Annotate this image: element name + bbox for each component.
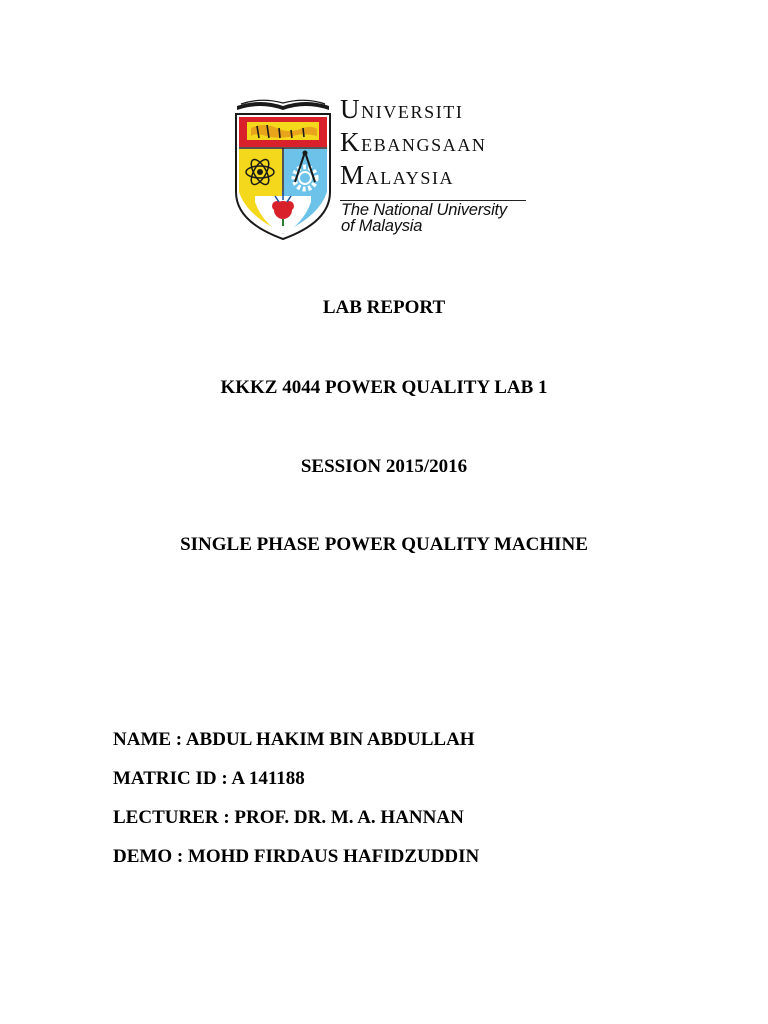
tagline-line-1: The National University [341,201,507,219]
university-logo [233,92,533,242]
session-label: SESSION 2015/2016 [300,456,468,477]
matric-id: MATRIC ID : A 141188 [113,768,305,789]
university-name-line-3: MALAYSIA [340,160,455,190]
course-title: KKKZ 4044 POWER QUALITY LAB 1 [220,377,548,398]
report-title: LAB REPORT [322,297,446,318]
tagline-line-2: of Malaysia [341,217,423,235]
university-name [340,94,530,193]
lecturer-name: LECTURER : PROF. DR. M. A. HANNAN [113,807,464,828]
university-name-line-1: UNIVERSITI [340,94,464,124]
experiment-title: SINGLE PHASE POWER QUALITY MACHINE [180,534,588,555]
university-name-line-2: KEBANGSAAN [340,127,487,157]
student-name: NAME : ABDUL HAKIM BIN ABDULLAH [113,729,475,750]
ukm-crest-icon [233,92,333,242]
university-tagline [341,202,531,234]
demo-name: DEMO : MOHD FIRDAUS HAFIDZUDDIN [113,846,480,867]
